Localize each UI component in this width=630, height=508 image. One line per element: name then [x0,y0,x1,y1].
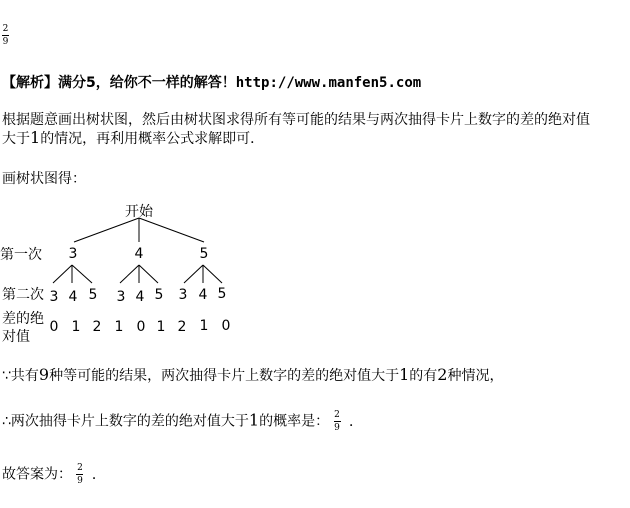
top-answer-fraction [2,24,9,47]
first-node: 4 [134,246,144,262]
fraction-numerator: 2 [334,410,340,420]
analysis-url: http://www.manfen5.com [235,75,422,91]
analysis-bracket-label: 【解析】 [2,75,58,91]
answer-label: 故答案为： [2,466,72,483]
result-line-2 [2,410,363,433]
result2-threshold: 1 [248,410,260,430]
intro-line-2-suffix: 的情况，再利用概率公式求解即可． [40,131,265,147]
second-node: 3 [178,287,188,303]
fraction-bar [334,421,341,422]
tree-diagram [0,195,630,345]
first-node: 5 [199,246,209,262]
result2-text2: 的概率是： [259,413,330,430]
difference-values [50,318,231,335]
analysis-slogan: 满分5，给你不一样的解答！ [58,75,236,91]
row3-label-line2: 对值 [2,329,30,345]
row2-label: 第二次 [2,287,44,303]
fraction-numerator: 2 [2,24,9,34]
second-draw-nodes [50,286,227,305]
second-node: 3 [49,289,59,305]
fraction-bar [2,35,9,36]
diff-value: 1 [156,319,166,335]
result2-end: ． [349,413,363,430]
result1-total-count: 9 [38,365,50,384]
fraction-numerator: 2 [77,463,83,473]
row3-label-line1: 差的绝 [2,311,44,327]
analysis-header [2,72,421,92]
diff-value: 0 [49,319,59,335]
result2-text: ∴两次抽得卡片上数字的差的绝对值大于 [2,413,249,430]
result1-mid1: 种等可能的结果，两次抽得卡片上数字的差的绝对值大于 [49,368,400,384]
fraction-denominator: 9 [334,423,340,433]
result-line-1 [2,365,503,385]
result1-favorable-count: 2 [437,365,448,384]
fraction-denominator: 9 [2,37,9,47]
row1-label: 第一次 [0,247,42,263]
answer-end: ． [91,466,106,483]
fraction-bar [76,474,83,475]
tree-intro: 画树状图得： [2,171,86,187]
first-node: 3 [68,246,78,262]
answer-fraction [76,463,83,486]
tree-root: 开始 [125,204,153,220]
second-node: 4 [198,287,208,303]
second-node: 3 [116,289,126,305]
result1-threshold: 1 [399,365,410,384]
result1-mid2: 的有 [409,368,438,384]
diff-value: 1 [71,319,81,335]
diff-value: 2 [177,319,187,335]
answer-line [2,463,106,486]
result1-suffix: 种情况， [447,368,504,384]
diff-value: 2 [92,319,102,335]
first-draw-nodes [69,246,209,262]
diff-value: 0 [221,318,231,334]
second-node: 4 [135,289,145,305]
intro-line-2-number: 1 [30,128,41,147]
intro-line-1: 根据题意画出树状图，然后由树状图求得所有等可能的结果与两次抽得卡片上数字的差的绝对值 [2,112,590,128]
diff-value: 0 [136,319,146,335]
result1-prefix: ∵共有 [2,368,39,384]
second-node: 5 [217,286,227,302]
intro-line-2 [2,128,264,148]
fraction-denominator: 9 [77,476,83,486]
second-node: 5 [88,287,98,303]
second-node: 4 [68,289,78,305]
result2-fraction [334,410,341,433]
intro-line-2-prefix: 大于 [2,131,30,147]
second-node: 5 [154,287,164,303]
diff-value: 1 [199,318,209,334]
diff-value: 1 [114,319,124,335]
